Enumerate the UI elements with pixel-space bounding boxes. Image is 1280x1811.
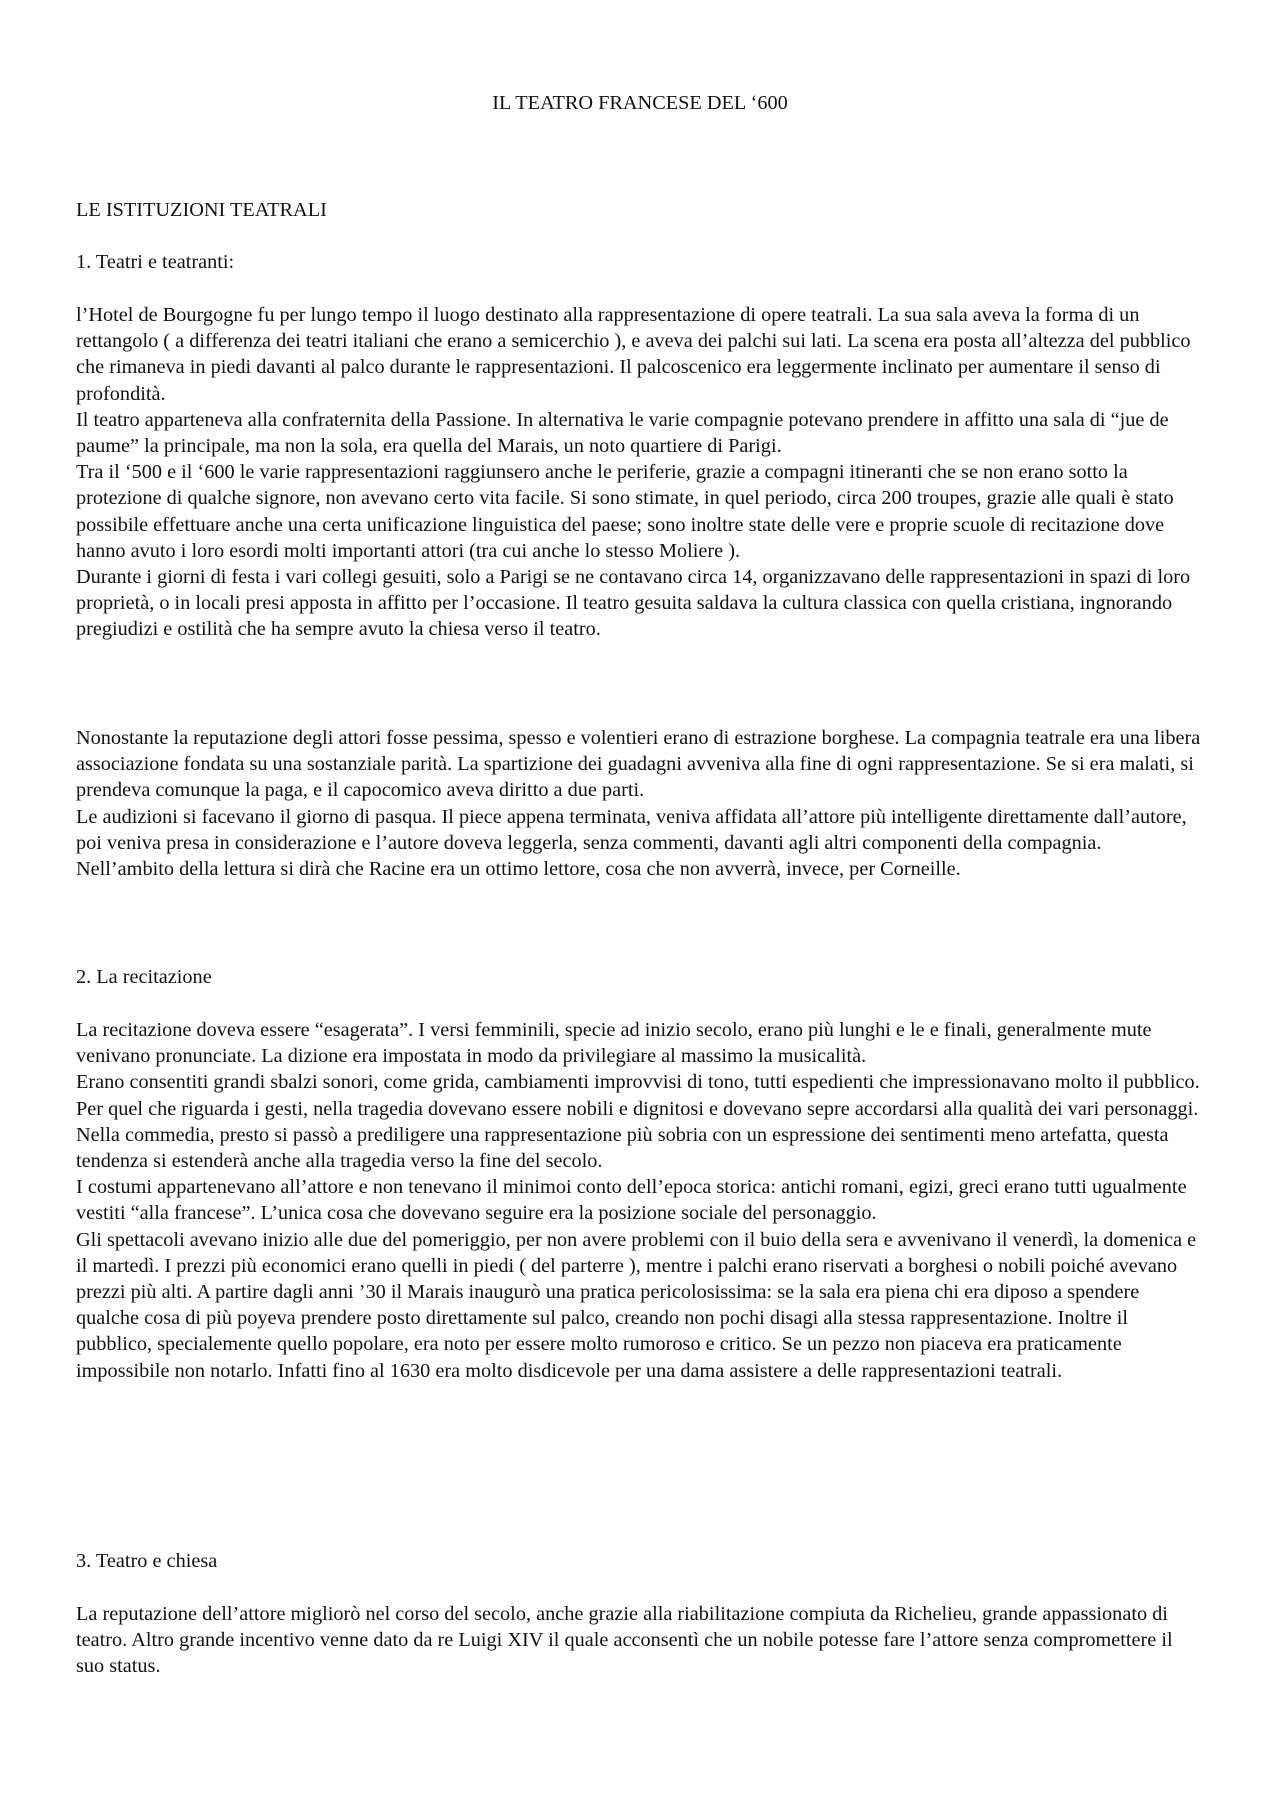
paragraph: Durante i giorni di festa i vari collegi gesuiti, solo a Parigi se ne contavano circa 14, organizzavano delle rappresentazioni in spazi di loro proprietà, o in locali presi apposta in affitto per l’occasione. Il teatro gesuita saldava la cultura classica con quella cristiana, ingnorando pregiudizi e ostilità che ha sempre avuto la chiesa verso il teatro. [76,566,1191,641]
subsection-2-body [76,1017,1204,1384]
paragraph: I costumi appartenevano all’attore e non tenevano il minimoi conto dell’epoca storica: antichi romani, egizi, greci erano tutti ugualmente vestiti “alla francese”. L’unica cosa che dovevano seguire era la posizione sociale del personaggio. [76,1176,1187,1225]
paragraph: Erano consentiti grandi sbalzi sonori, come grida, cambiamenti improvvisi di tono, tutti espedienti che impressionavano molto il pubblico. Per quel che riguarda i gesti, nella tragedia dovevano essere nobili e dignitosi e dovevano sepre accordarsi alla qualità dei vari personaggi. [76,1071,1200,1120]
paragraph: Tra il ‘500 e il ‘600 le varie rappresentazioni raggiunsero anche le periferie, grazie a compagni itineranti che se non erano sotto la protezione di qualche signore, non avevano certo vita facile. Si sono stimate, in quel periodo, circa 200 troupes, grazie alle quali è stato possibile effettuare anche una certa unificazione linguistica del paese; sono inoltre state delle vere e proprie scuole di recitazione dove hanno avuto i loro esordi molti importanti attori (tra cui anche lo stesso Moliere ). [76,461,1174,562]
subsection-1-body-continued [76,725,1204,882]
paragraph: Nonostante la reputazione degli attori fosse pessima, spesso e volentieri erano di estrazione borghese. La compagnia teatrale era una libera associazione fondata su una sostanziale parità. La spartizione dei guadagni avveniva alla fine di ogni rappresentazione. Se si era malati, si prendeva comunque la paga, e il capocomico aveva diritto a due parti. [76,727,1201,802]
subsection-heading-1: 1. Teatri e teatranti: [76,251,235,273]
paragraph: La recitazione doveva essere “esagerata”. I versi femminili, specie ad inizio secolo, erano più lunghi e le e finali, generalmente mute venivano pronunciate. La dizione era impostata in modo da privilegiare al massimo la musicalità. [76,1019,1152,1068]
document-title: IL TEATRO FRANCESE DEL ‘600 [492,92,788,114]
paragraph: Gli spettacoli avevano inizio alle due del pomeriggio, per non avere problemi con il buio della sera e avvenivano il venerdì, la domenica e il martedì. I prezzi più economici erano quelli in piedi ( del parterre ), mentre i palchi erano riservati a borghesi o nobili poiché avevano prezzi più alti. A partire dagli anni ’30 il Marais inaugurò una pratica pericolosissima: se la sala era piena chi era diposo a spendere qualche cosa di più poyeva prendere posto direttamente sul palco, creando non pochi disagi alla stessa rappresentazione. Inoltre il pubblico, specialemente quello popolare, era noto per essere molto rumoroso e critico. Se un pezzo non piaceva era praticamente impossibile non notarlo. Infatti fino al 1630 era molto disdicevole per una dama assistere a delle rappresentazioni teatrali. [76,1228,1197,1382]
paragraph: Il teatro apparteneva alla confraternita della Passione. In alternativa le varie compagnie potevano prendere in affitto una sala di “jue de paume” la principale, ma non la sola, era quella del Marais, un noto quartiere di Parigi. [76,408,1169,458]
paragraph: Nella commedia, presto si passò a prediligere una rappresentazione più sobria con un espressione dei sentimenti meno artefatta, questa tendenza si estenderà anche alla tragedia verso la fine del secolo. [76,1123,1169,1173]
subsection-1-body [76,302,1204,643]
subsection-heading-3: 3. Teatro e chiesa [76,1550,218,1572]
paragraph: l’Hotel de Bourgogne fu per lungo tempo il luogo destinato alla rappresentazione di opere teatrali. La sua sala aveva la forma di un rettangolo ( a differenza dei teatri italiani che erano a semicerchio ), e aveva dei palchi sui lati. La scena era posta all’altezza del pubblico che rimaneva in piedi davanti al palco durante le rappresentazioni. Il palcoscenico era leggermente inclinato per aumentare il senso di profondità. [76,304,1191,405]
subsection-heading-2: 2. La recitazione [76,966,212,988]
paragraph: La reputazione dell’attore migliorò nel corso del secolo, anche grazie alla riabilitazione compiuta da Richelieu, grande appassionato di teatro. Altro grande incentivo venne dato da re Luigi XIV il quale acconsentì che un nobile potesse fare l’attore senza compromettere il suo status. [76,1603,1173,1678]
section-heading: LE ISTITUZIONI TEATRALI [76,199,327,221]
subsection-3-body [76,1601,1204,1680]
paragraph: Le audizioni si facevano il giorno di pasqua. Il piece appena terminata, veniva affidata all’attore più intelligente direttamente dall’autore, poi veniva presa in considerazione e l’autore doveva leggerla, senza commenti, davanti agli altri componenti della compagnia. Nell’ambito della lettura si dirà che Racine era un ottimo lettore, cosa che non avverrà, invece, per Corneille. [76,805,1187,881]
